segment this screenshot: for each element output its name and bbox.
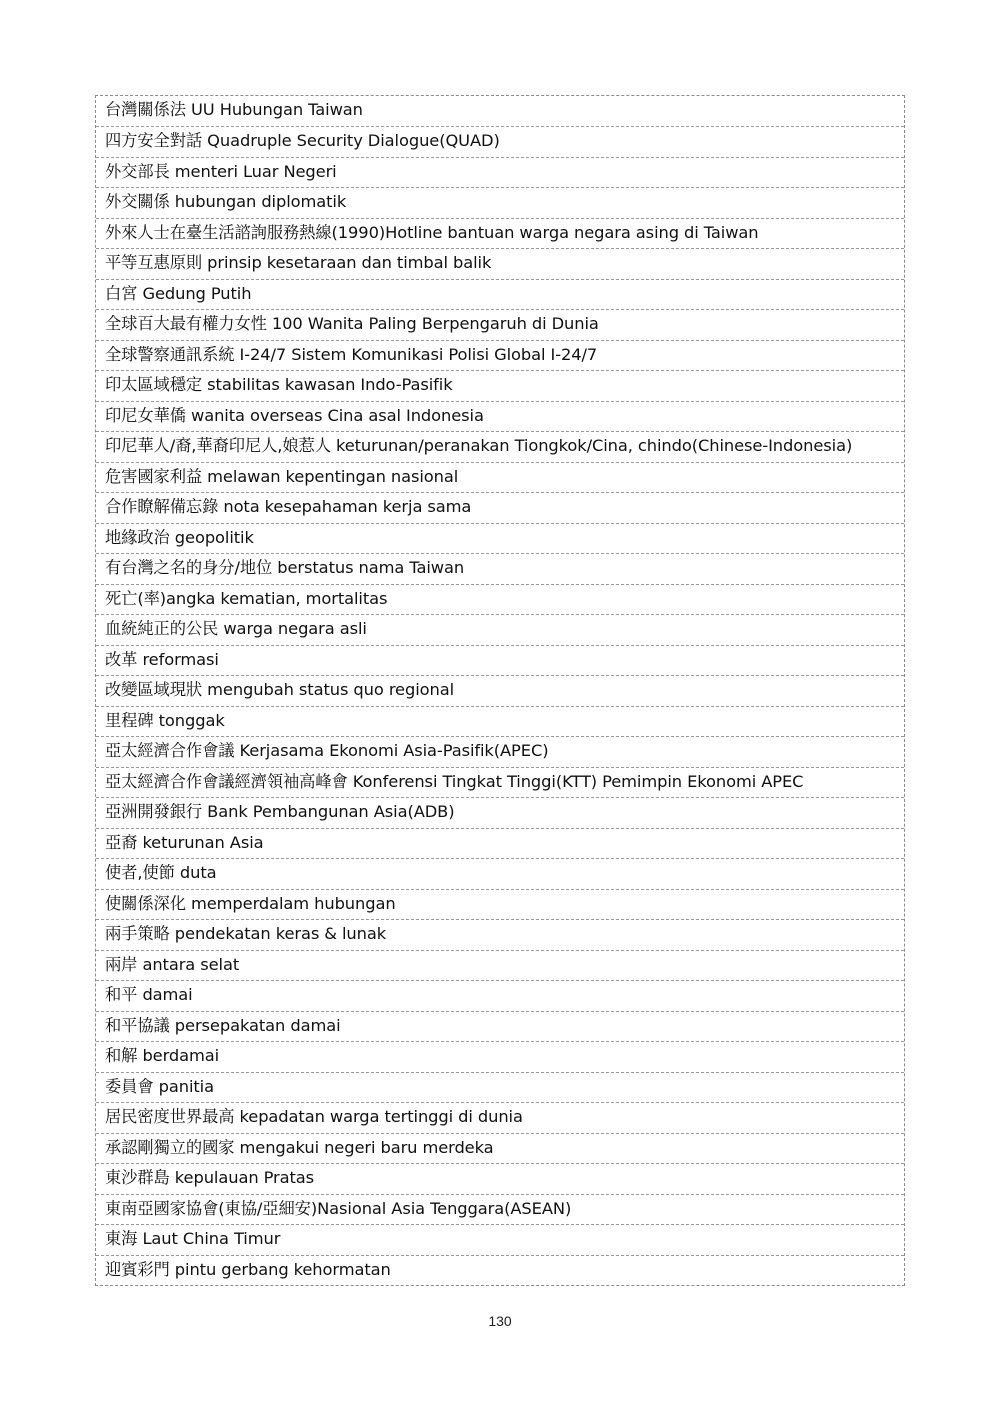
glossary-row: 改革 reformasi <box>96 645 904 676</box>
glossary-row: 血統純正的公民 warga negara asli <box>96 614 904 645</box>
glossary-row: 台灣關係法 UU Hubungan Taiwan <box>105 100 363 119</box>
glossary-row: 亞太經濟合作會議 Kerjasama Ekonomi Asia-Pasifik(APEC) <box>96 736 904 767</box>
glossary-row: 全球警察通訊系統 I-24/7 Sistem Komunikasi Polisi Global I-24/7 <box>96 340 904 371</box>
glossary-row: 外交部長 menteri Luar Negeri <box>96 157 904 188</box>
glossary-row: 白宮 Gedung Putih <box>96 279 904 310</box>
glossary-row: 承認剛獨立的國家 mengakui negeri baru merdeka <box>96 1133 904 1164</box>
glossary-row: 四方安全對話 Quadruple Security Dialogue(QUAD) <box>96 126 904 157</box>
glossary-row: 印太區域穩定 stabilitas kawasan Indo-Pasifik <box>96 370 904 401</box>
glossary-row: 改變區域現狀 mengubah status quo regional <box>96 675 904 706</box>
glossary-row: 兩手策略 pendekatan keras & lunak <box>96 919 904 950</box>
glossary-row: 兩岸 antara selat <box>96 950 904 981</box>
glossary-row: 東南亞國家協會(東協/亞細安)Nasional Asia Tenggara(ASEAN) <box>96 1194 904 1225</box>
glossary-row: 危害國家利益 melawan kepentingan nasional <box>96 462 904 493</box>
glossary-row: 使關係深化 memperdalam hubungan <box>96 889 904 920</box>
glossary-row: 死亡(率)angka kematian, mortalitas <box>96 584 904 615</box>
glossary-table <box>95 95 905 1286</box>
glossary-row: 外來人士在臺生活諮詢服務熱線(1990)Hotline bantuan warga negara asing di Taiwan <box>96 218 904 249</box>
glossary-row: 印尼華人/裔,華裔印尼人,娘惹人 keturunan/peranakan Tiongkok/Cina, chindo(Chinese-Indonesia) <box>96 431 904 462</box>
glossary-row: 外交關係 hubungan diplomatik <box>96 187 904 218</box>
glossary-row: 全球百大最有權力女性 100 Wanita Paling Berpengaruh di Dunia <box>96 309 904 340</box>
page-number: 130 <box>488 1313 512 1329</box>
glossary-row: 合作瞭解備忘錄 nota kesepahaman kerja sama <box>96 492 904 523</box>
glossary-row: 委員會 panitia <box>96 1072 904 1103</box>
glossary-row: 使者,使節 duta <box>96 858 904 889</box>
glossary-row: 和解 berdamai <box>96 1041 904 1072</box>
glossary-row: 平等互惠原則 prinsip kesetaraan dan timbal balik <box>96 248 904 279</box>
glossary-row: 亞太經濟合作會議經濟領袖高峰會 Konferensi Tingkat Tinggi(KTT) Pemimpin Ekonomi APEC <box>96 767 904 798</box>
glossary-row: 迎賓彩門 pintu gerbang kehormatan <box>96 1255 904 1286</box>
glossary-row: 地緣政治 geopolitik <box>96 523 904 554</box>
glossary-row: 亞洲開發銀行 Bank Pembangunan Asia(ADB) <box>96 797 904 828</box>
glossary-row: 和平協議 persepakatan damai <box>96 1011 904 1042</box>
glossary-row: 亞裔 keturunan Asia <box>96 828 904 859</box>
glossary-row: 和平 damai <box>96 980 904 1011</box>
glossary-row: 居民密度世界最高 kepadatan warga tertinggi di dunia <box>96 1102 904 1133</box>
glossary-row: 東沙群島 kepulauan Pratas <box>96 1163 904 1194</box>
glossary-row: 有台灣之名的身分/地位 berstatus nama Taiwan <box>96 553 904 584</box>
glossary-row: 東海 Laut China Timur <box>96 1224 904 1255</box>
glossary-row: 里程碑 tonggak <box>96 706 904 737</box>
glossary-row: 印尼女華僑 wanita overseas Cina asal Indonesia <box>96 401 904 432</box>
